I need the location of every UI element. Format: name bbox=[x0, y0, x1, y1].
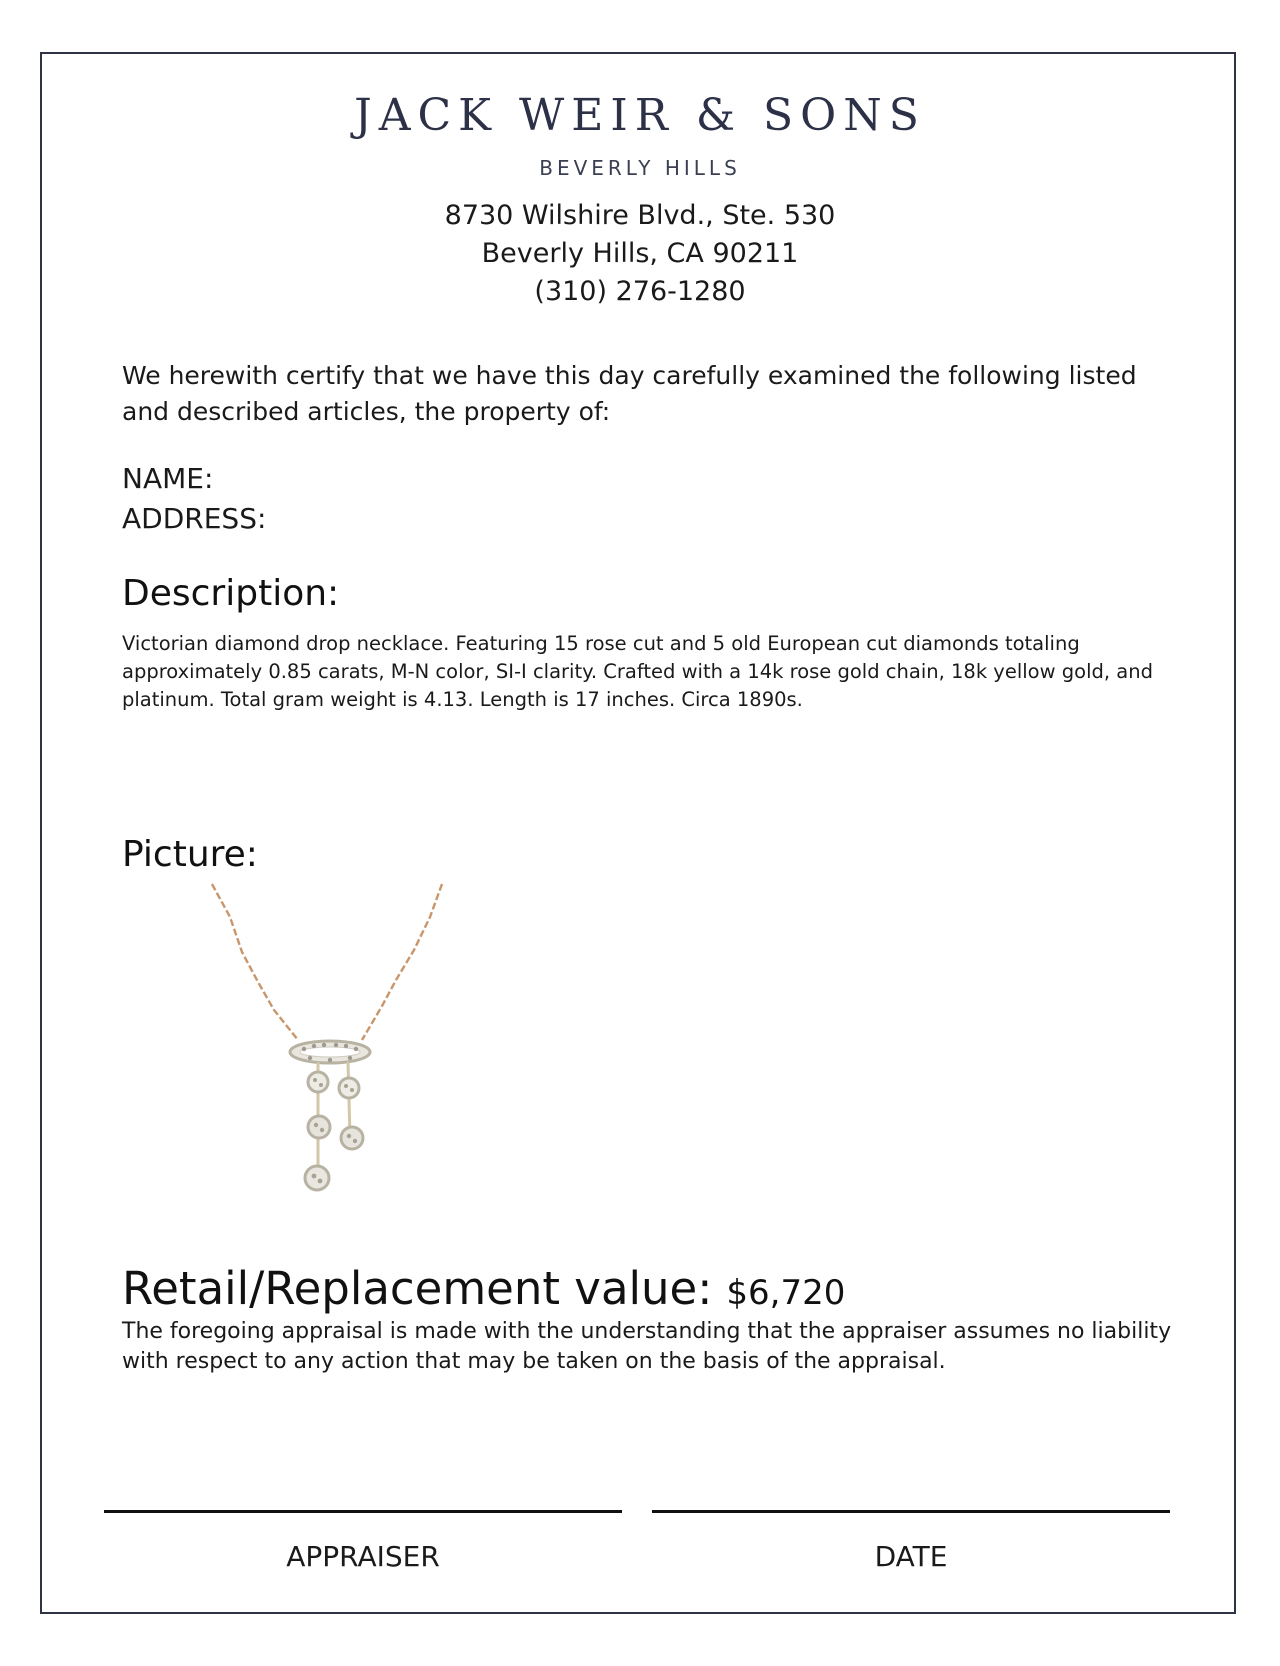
name-label: NAME: bbox=[122, 462, 214, 495]
address-line-1: 8730 Wilshire Blvd., Ste. 530 bbox=[444, 200, 836, 231]
value-row bbox=[122, 1262, 845, 1315]
value-amount: $6,720 bbox=[726, 1273, 846, 1313]
picture-title: Picture: bbox=[122, 834, 258, 875]
date-signature-line bbox=[652, 1510, 1170, 1513]
diamond-bar bbox=[290, 1041, 370, 1063]
appraiser-label: APPRAISER bbox=[286, 1540, 440, 1573]
disclaimer-text: The foregoing appraisal is made with the understanding that the appraiser assumes no liability with respect to any action that may be taken on the basis of the appraisal. bbox=[122, 1319, 1172, 1374]
necklace-photo bbox=[200, 882, 460, 1222]
brand-city: BEVERLY HILLS bbox=[539, 156, 741, 180]
appraiser-signature-line bbox=[104, 1510, 622, 1513]
drop-diamonds bbox=[305, 1072, 363, 1190]
value-label: Retail/Replacement value: bbox=[122, 1262, 713, 1315]
description-title: Description: bbox=[122, 573, 340, 614]
necklace-chain bbox=[212, 884, 442, 1040]
description-body: Victorian diamond drop necklace. Featuring 15 rose cut and 5 old European cut diamonds totaling approximately 0.85 carats, M-N color, SI-I clarity. Crafted with a 14k rose gold chain, 18k yellow gold, and platinum. Total gram weight is 4.13. Length is 17 inches. Circa 1890s. bbox=[122, 632, 1153, 711]
brand-name: JACK WEIR & SONS bbox=[354, 90, 926, 141]
address-label: ADDRESS: bbox=[122, 502, 267, 535]
certification-statement: We herewith certify that we have this day carefully examined the following listed and described articles, the property of: bbox=[122, 361, 1137, 426]
phone-number: (310) 276-1280 bbox=[534, 276, 746, 307]
date-label: DATE bbox=[874, 1540, 948, 1573]
address-line-2: Beverly Hills, CA 90211 bbox=[481, 238, 799, 269]
